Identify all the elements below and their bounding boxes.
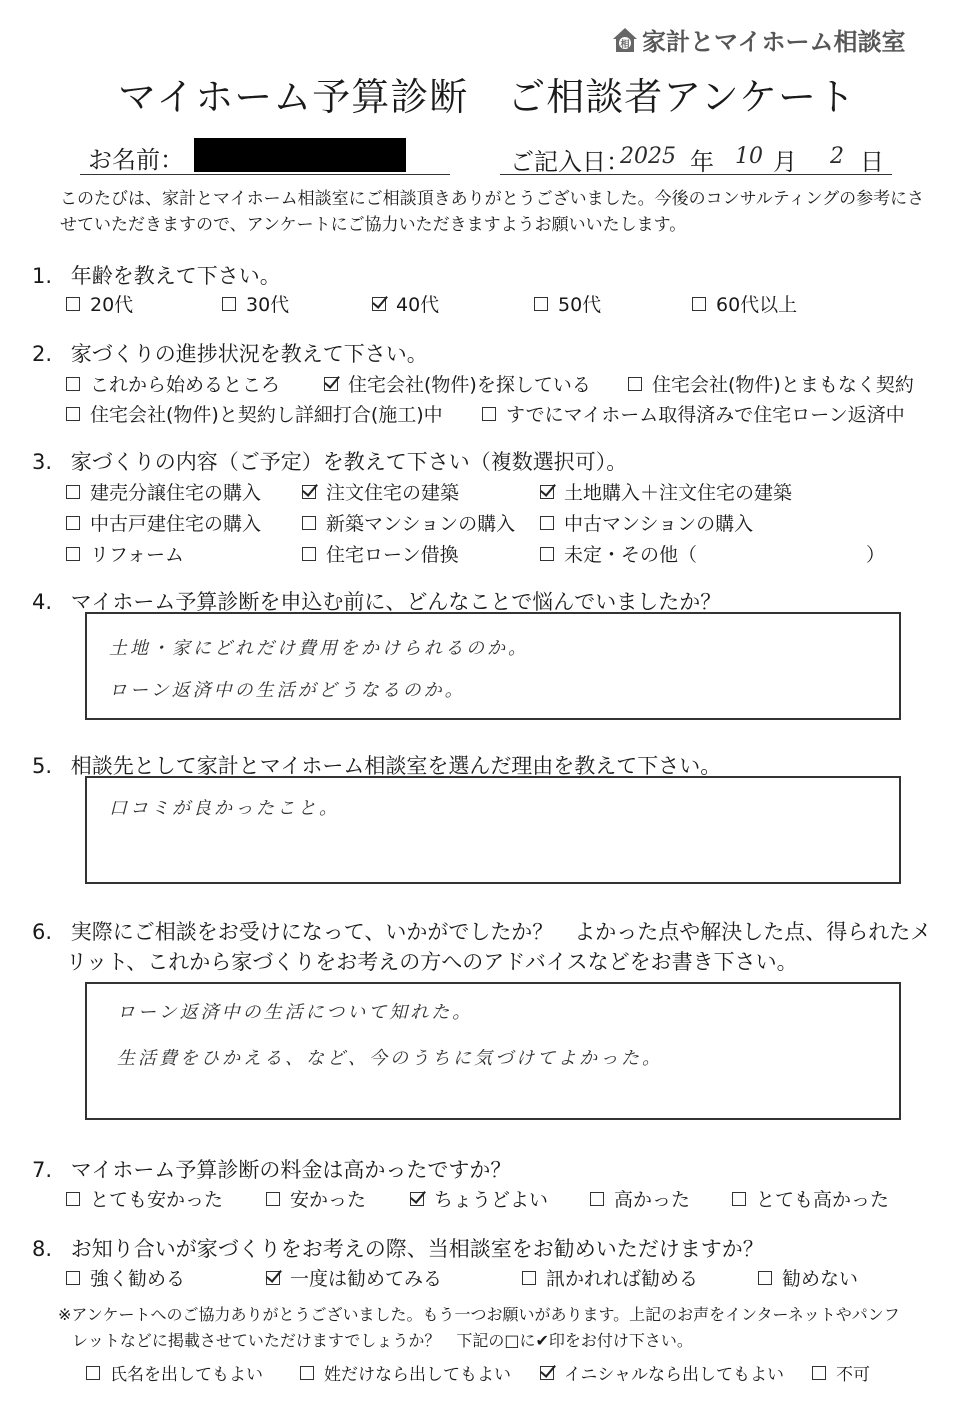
- q8-number: 8.: [32, 1237, 53, 1261]
- checkbox[interactable]: [732, 1192, 746, 1206]
- checkbox-checked[interactable]: [302, 485, 316, 499]
- q7-option[interactable]: とても安かった: [66, 1185, 223, 1212]
- footer-option[interactable]: 不可: [812, 1360, 870, 1385]
- intro-text: このたびは、家計とマイホーム相談室にご相談頂きありがとうございました。今後のコンサルティングの参考にさせていただきますので、アンケートにご協力いただきますようお願いいたします。: [60, 189, 925, 235]
- q5-text: 相談先として家計とマイホーム相談室を選んだ理由を教えて下さい。: [70, 754, 722, 778]
- q1-title: [32, 260, 281, 290]
- q6-text-line2: リット、これから家づくりをお考えの方へのアドバイスなどをお書き下さい。: [66, 950, 798, 974]
- q3-option[interactable]: 建売分譲住宅の購入: [66, 478, 261, 505]
- checkbox[interactable]: [522, 1271, 536, 1285]
- checkbox[interactable]: [66, 485, 80, 499]
- q4-text: マイホーム予算診断を申込む前に、どんなことで悩んでいましたか？: [70, 590, 722, 614]
- checkbox[interactable]: [540, 547, 554, 561]
- footer-option[interactable]: 氏名を出してもよい: [86, 1360, 263, 1385]
- checkbox[interactable]: [66, 1271, 80, 1285]
- q8-text: お知り合いが家づくりをお考えの際、当相談室をお勧めいただけますか？: [70, 1237, 764, 1261]
- q6-answer-line: 生活費をひかえる、など、今のうちに気づけてよかった。: [117, 1048, 663, 1069]
- checkbox[interactable]: [222, 297, 236, 311]
- checkbox-checked[interactable]: [372, 297, 386, 311]
- q1-option[interactable]: 20代: [66, 290, 133, 317]
- date-day: 2: [830, 144, 844, 169]
- q1-option[interactable]: 50代: [534, 290, 601, 317]
- checkbox[interactable]: [590, 1192, 604, 1206]
- q3-option[interactable]: 注文住宅の建築: [302, 478, 459, 505]
- checkbox[interactable]: [66, 297, 80, 311]
- checkbox[interactable]: [66, 516, 80, 530]
- date-year: 2025: [620, 144, 676, 169]
- q3-other-close: ）: [866, 544, 886, 566]
- checkbox-checked[interactable]: [324, 377, 338, 391]
- q7-number: 7.: [32, 1158, 53, 1182]
- q7-option[interactable]: ちょうどよい: [410, 1185, 548, 1212]
- checkbox[interactable]: [86, 1366, 100, 1380]
- q1-option[interactable]: 60代以上: [692, 290, 797, 317]
- checkbox[interactable]: [482, 407, 496, 421]
- q8-option[interactable]: 訊かれれば勧める: [522, 1264, 698, 1291]
- checkbox[interactable]: [534, 297, 548, 311]
- q7-option[interactable]: とても高かった: [732, 1185, 889, 1212]
- q5-answer-line: 口コミが良かったこと。: [109, 798, 340, 819]
- checkbox-checked[interactable]: [540, 1366, 554, 1380]
- q2-option[interactable]: これから始めるところ: [66, 370, 280, 397]
- q3-number: 3.: [32, 450, 53, 474]
- checkbox[interactable]: [66, 547, 80, 561]
- checkbox[interactable]: [300, 1366, 314, 1380]
- month-label: 月: [773, 148, 797, 176]
- q4-answer-box[interactable]: [85, 612, 901, 720]
- q2-option[interactable]: 住宅会社(物件)を探している: [324, 370, 591, 397]
- name-label: お名前：: [88, 146, 184, 174]
- checkbox[interactable]: [302, 516, 316, 530]
- q3-option[interactable]: 土地購入＋注文住宅の建築: [540, 478, 792, 505]
- q1-number: 1.: [32, 264, 53, 288]
- checkbox[interactable]: [758, 1271, 772, 1285]
- q3-option[interactable]: 住宅ローン借換: [302, 540, 459, 567]
- checkbox[interactable]: [302, 547, 316, 561]
- date-label: ご記入日：: [510, 148, 630, 176]
- q3-option[interactable]: 新築マンションの購入: [302, 509, 515, 536]
- checkbox[interactable]: [540, 516, 554, 530]
- footer-option[interactable]: 姓だけなら出してもよい: [300, 1360, 511, 1385]
- checkbox[interactable]: [628, 377, 642, 391]
- footer-note-line2: レットなどに掲載させていただけますでしょうか？ 下記の□に✔印をお付け下さい。: [72, 1331, 693, 1350]
- checkbox[interactable]: [66, 377, 80, 391]
- q3-option[interactable]: 未定・その他（: [540, 540, 697, 567]
- checkbox-checked[interactable]: [540, 485, 554, 499]
- q2-option[interactable]: 住宅会社(物件)とまもなく契約: [628, 370, 914, 397]
- day-label: 日: [860, 148, 884, 176]
- name-underline: [80, 174, 450, 175]
- footer-option[interactable]: イニシャルなら出してもよい: [540, 1360, 784, 1385]
- q2-text: 家づくりの進捗状況を教えて下さい。: [70, 342, 428, 366]
- q8-option[interactable]: 勧めない: [758, 1264, 858, 1291]
- q5-answer-box[interactable]: [85, 776, 901, 884]
- logo: [612, 22, 906, 57]
- q1-text: 年齢を教えて下さい。: [70, 264, 281, 288]
- q1-option[interactable]: 40代: [372, 290, 439, 317]
- checkbox[interactable]: [266, 1192, 280, 1206]
- q3-text: 家づくりの内容（ご予定）を教えて下さい（複数選択可）。: [70, 450, 628, 474]
- q3-option[interactable]: 中古マンションの購入: [540, 509, 753, 536]
- q7-option[interactable]: 高かった: [590, 1185, 690, 1212]
- q7-text: マイホーム予算診断の料金は高かったですか？: [70, 1158, 512, 1182]
- q3-title: [32, 446, 627, 476]
- q6-answer-box[interactable]: [85, 982, 901, 1120]
- year-label: 年: [690, 148, 714, 176]
- q4-number: 4.: [32, 590, 53, 614]
- q6-title: [32, 916, 931, 946]
- logo-text: 家計とマイホーム相談室: [642, 28, 906, 56]
- date-month: 10: [735, 144, 763, 169]
- q3-option[interactable]: 中古戸建住宅の購入: [66, 509, 261, 536]
- name-redaction: [194, 138, 406, 172]
- q6-answer-line: ローン返済中の生活について知れた。: [117, 1002, 474, 1023]
- q6-text-line1: 実際にご相談をお受けになって、いかがでしたか？ よかった点や解決した点、得られたメ: [70, 920, 932, 944]
- q2-option[interactable]: 住宅会社(物件)と契約し詳細打合(施工)中: [66, 400, 443, 427]
- checkbox[interactable]: [692, 297, 706, 311]
- checkbox[interactable]: [812, 1366, 826, 1380]
- checkbox[interactable]: [66, 407, 80, 421]
- q4-answer-line: 土地・家にどれだけ費用をかけられるのか。: [109, 638, 529, 659]
- date-underline: [500, 174, 892, 175]
- q2-title: [32, 338, 428, 368]
- q4-answer-line: ローン返済中の生活がどうなるのか。: [109, 680, 466, 701]
- q2-number: 2.: [32, 342, 53, 366]
- q5-number: 5.: [32, 754, 53, 778]
- q2-option[interactable]: すでにマイホーム取得済みで住宅ローン返済中: [482, 400, 905, 427]
- q7-option[interactable]: 安かった: [266, 1185, 366, 1212]
- house-icon: [612, 27, 638, 53]
- checkbox-checked[interactable]: [410, 1192, 424, 1206]
- q8-title: [32, 1233, 764, 1263]
- q3-option[interactable]: リフォーム: [66, 540, 184, 567]
- q8-option[interactable]: 強く勧める: [66, 1264, 185, 1291]
- q8-option[interactable]: 一度は勧めてみる: [266, 1264, 442, 1291]
- q7-title: [32, 1154, 511, 1184]
- q6-number: 6.: [32, 920, 53, 944]
- q1-option[interactable]: 30代: [222, 290, 289, 317]
- footer-note-line1: ※アンケートへのご協力ありがとうございました。もう一つお願いがあります。上記のお声をインターネットやパンフ: [58, 1305, 900, 1324]
- checkbox[interactable]: [66, 1192, 80, 1206]
- svg-text:相: 相: [620, 39, 630, 50]
- page-title: マイホーム予算診断 ご相談者アンケート: [118, 75, 856, 119]
- checkbox-checked[interactable]: [266, 1271, 280, 1285]
